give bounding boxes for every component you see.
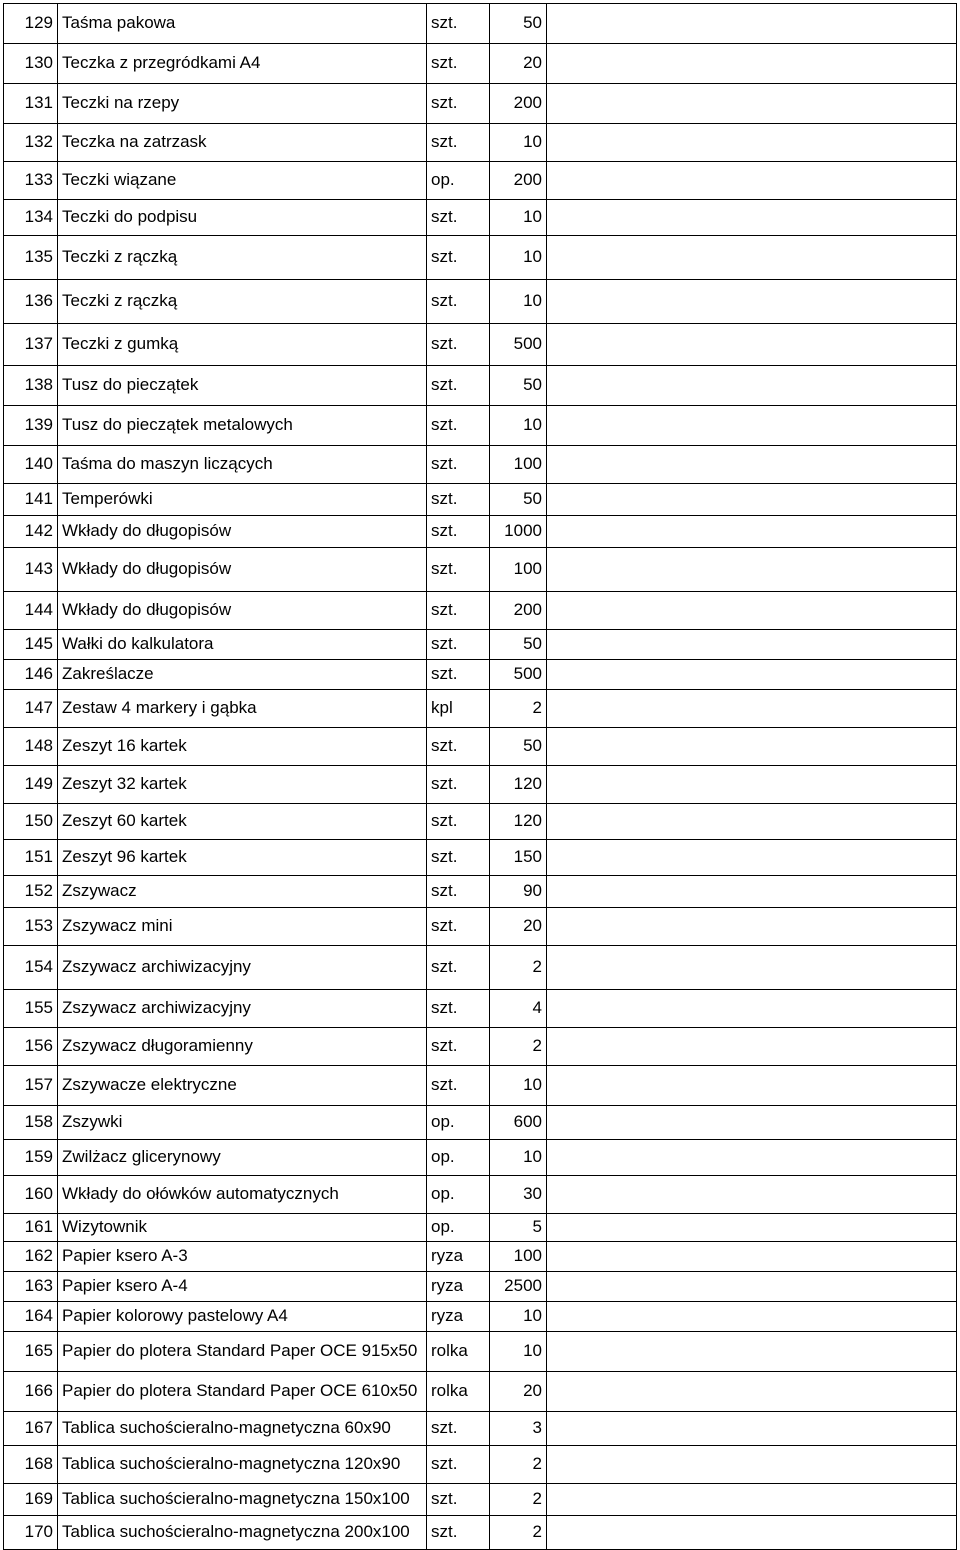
item-quantity: 10 (490, 1332, 547, 1372)
empty-cell (547, 1176, 957, 1214)
item-number: 155 (4, 990, 58, 1028)
item-name: Papier do plotera Standard Paper OCE 915x50 (58, 1332, 427, 1372)
empty-cell (547, 1332, 957, 1372)
item-quantity: 2 (490, 946, 547, 990)
item-name: Tusz do pieczątek metalowych (58, 406, 427, 446)
empty-cell (547, 840, 957, 876)
item-unit: szt. (427, 484, 490, 516)
item-name: Wkłady do ołówków automatycznych (58, 1176, 427, 1214)
item-name: Zeszyt 32 kartek (58, 766, 427, 804)
item-number: 144 (4, 592, 58, 630)
table-row (4, 1214, 957, 1242)
item-name: Teczki z gumką (58, 324, 427, 366)
item-name: Tablica suchościeralno-magnetyczna 150x100 (58, 1484, 427, 1516)
item-quantity: 2 (490, 1028, 547, 1066)
table-row (4, 1446, 957, 1484)
item-unit: szt. (427, 406, 490, 446)
empty-cell (547, 1028, 957, 1066)
item-quantity: 50 (490, 728, 547, 766)
item-unit: szt. (427, 84, 490, 124)
item-name: Temperówki (58, 484, 427, 516)
table-row (4, 124, 957, 162)
item-unit: szt. (427, 990, 490, 1028)
item-number: 145 (4, 630, 58, 660)
item-name: Wkłady do długopisów (58, 592, 427, 630)
item-unit: szt. (427, 1028, 490, 1066)
empty-cell (547, 592, 957, 630)
item-unit: op. (427, 1214, 490, 1242)
item-unit: szt. (427, 236, 490, 280)
empty-cell (547, 1484, 957, 1516)
table-row (4, 162, 957, 200)
table-row (4, 280, 957, 324)
item-quantity: 100 (490, 446, 547, 484)
empty-cell (547, 200, 957, 236)
table-row (4, 1272, 957, 1302)
item-unit: op. (427, 1106, 490, 1140)
item-unit: szt. (427, 660, 490, 690)
table-row (4, 690, 957, 728)
item-number: 131 (4, 84, 58, 124)
empty-cell (547, 908, 957, 946)
item-number: 164 (4, 1302, 58, 1332)
table-row (4, 660, 957, 690)
table-row (4, 1412, 957, 1446)
item-name: Zszywacz długoramienny (58, 1028, 427, 1066)
table-row (4, 446, 957, 484)
empty-cell (547, 690, 957, 728)
table-row (4, 990, 957, 1028)
item-number: 136 (4, 280, 58, 324)
item-unit: szt. (427, 1516, 490, 1550)
item-name: Wałki do kalkulatora (58, 630, 427, 660)
empty-cell (547, 366, 957, 406)
empty-cell (547, 1516, 957, 1550)
item-unit: szt. (427, 946, 490, 990)
table-row (4, 1516, 957, 1550)
table-row (4, 1242, 957, 1272)
item-unit: szt. (427, 280, 490, 324)
item-unit: szt. (427, 44, 490, 84)
item-unit: szt. (427, 516, 490, 548)
item-number: 159 (4, 1140, 58, 1176)
empty-cell (547, 1446, 957, 1484)
empty-cell (547, 766, 957, 804)
table-row (4, 1106, 957, 1140)
item-quantity: 20 (490, 44, 547, 84)
item-unit: szt. (427, 630, 490, 660)
item-name: Zszywki (58, 1106, 427, 1140)
item-quantity: 2 (490, 1516, 547, 1550)
item-number: 167 (4, 1412, 58, 1446)
empty-cell (547, 1106, 957, 1140)
item-number: 135 (4, 236, 58, 280)
empty-cell (547, 876, 957, 908)
item-number: 163 (4, 1272, 58, 1302)
item-number: 157 (4, 1066, 58, 1106)
item-quantity: 50 (490, 630, 547, 660)
item-quantity: 100 (490, 548, 547, 592)
item-number: 132 (4, 124, 58, 162)
table-row (4, 630, 957, 660)
item-name: Teczki z rączką (58, 236, 427, 280)
item-unit: szt. (427, 876, 490, 908)
item-quantity: 10 (490, 236, 547, 280)
item-number: 134 (4, 200, 58, 236)
item-number: 146 (4, 660, 58, 690)
item-name: Tablica suchościeralno-magnetyczna 200x100 (58, 1516, 427, 1550)
item-name: Tablica suchościeralno-magnetyczna 60x90 (58, 1412, 427, 1446)
empty-cell (547, 804, 957, 840)
item-quantity: 500 (490, 660, 547, 690)
table-row (4, 1484, 957, 1516)
item-number: 133 (4, 162, 58, 200)
table-row (4, 804, 957, 840)
item-number: 169 (4, 1484, 58, 1516)
item-number: 143 (4, 548, 58, 592)
item-number: 161 (4, 1214, 58, 1242)
empty-cell (547, 990, 957, 1028)
item-name: Zestaw 4 markery i gąbka (58, 690, 427, 728)
empty-cell (547, 1242, 957, 1272)
empty-cell (547, 516, 957, 548)
empty-cell (547, 630, 957, 660)
item-name: Teczka z przegródkami A4 (58, 44, 427, 84)
item-quantity: 5 (490, 1214, 547, 1242)
item-name: Zeszyt 96 kartek (58, 840, 427, 876)
item-quantity: 200 (490, 162, 547, 200)
items-table-body (4, 4, 957, 1550)
item-quantity: 2 (490, 1446, 547, 1484)
item-number: 148 (4, 728, 58, 766)
empty-cell (547, 728, 957, 766)
item-number: 138 (4, 366, 58, 406)
item-unit: rolka (427, 1332, 490, 1372)
item-number: 165 (4, 1332, 58, 1372)
item-quantity: 50 (490, 4, 547, 44)
item-quantity: 2 (490, 1484, 547, 1516)
table-row (4, 516, 957, 548)
item-name: Zszywacz mini (58, 908, 427, 946)
item-number: 130 (4, 44, 58, 84)
item-name: Wkłady do długopisów (58, 548, 427, 592)
item-unit: szt. (427, 4, 490, 44)
item-quantity: 90 (490, 876, 547, 908)
item-quantity: 100 (490, 1242, 547, 1272)
item-number: 162 (4, 1242, 58, 1272)
item-unit: szt. (427, 200, 490, 236)
empty-cell (547, 1412, 957, 1446)
item-unit: szt. (427, 804, 490, 840)
item-number: 168 (4, 1446, 58, 1484)
item-name: Taśma pakowa (58, 4, 427, 44)
empty-cell (547, 660, 957, 690)
item-name: Zszywacz archiwizacyjny (58, 946, 427, 990)
table-row (4, 946, 957, 990)
item-unit: kpl (427, 690, 490, 728)
item-unit: szt. (427, 592, 490, 630)
item-number: 170 (4, 1516, 58, 1550)
item-name: Taśma do maszyn liczących (58, 446, 427, 484)
item-quantity: 20 (490, 1372, 547, 1412)
item-quantity: 200 (490, 592, 547, 630)
item-quantity: 50 (490, 484, 547, 516)
item-name: Teczka na zatrzask (58, 124, 427, 162)
item-name: Zeszyt 16 kartek (58, 728, 427, 766)
item-quantity: 600 (490, 1106, 547, 1140)
item-number: 137 (4, 324, 58, 366)
table-row (4, 1066, 957, 1106)
empty-cell (547, 484, 957, 516)
item-number: 160 (4, 1176, 58, 1214)
item-quantity: 120 (490, 804, 547, 840)
table-row (4, 44, 957, 84)
item-name: Zszywacze elektryczne (58, 1066, 427, 1106)
table-row (4, 366, 957, 406)
item-quantity: 500 (490, 324, 547, 366)
item-unit: ryza (427, 1302, 490, 1332)
item-quantity: 4 (490, 990, 547, 1028)
item-number: 150 (4, 804, 58, 840)
item-number: 149 (4, 766, 58, 804)
item-name: Teczki z rączką (58, 280, 427, 324)
item-quantity: 20 (490, 908, 547, 946)
table-row (4, 840, 957, 876)
empty-cell (547, 4, 957, 44)
empty-cell (547, 406, 957, 446)
item-unit: op. (427, 1140, 490, 1176)
item-quantity: 3 (490, 1412, 547, 1446)
table-row (4, 1302, 957, 1332)
empty-cell (547, 324, 957, 366)
item-unit: szt. (427, 766, 490, 804)
item-unit: szt. (427, 1412, 490, 1446)
item-unit: szt. (427, 840, 490, 876)
table-row (4, 1028, 957, 1066)
empty-cell (547, 1214, 957, 1242)
item-quantity: 150 (490, 840, 547, 876)
item-quantity: 2500 (490, 1272, 547, 1302)
item-name: Tablica suchościeralno-magnetyczna 120x90 (58, 1446, 427, 1484)
item-name: Teczki na rzepy (58, 84, 427, 124)
item-unit: rolka (427, 1372, 490, 1412)
item-unit: szt. (427, 1484, 490, 1516)
item-number: 158 (4, 1106, 58, 1140)
table-row (4, 1372, 957, 1412)
table-row (4, 406, 957, 446)
table-row (4, 1140, 957, 1176)
table-row (4, 4, 957, 44)
item-quantity: 30 (490, 1176, 547, 1214)
table-row (4, 548, 957, 592)
item-name: Wkłady do długopisów (58, 516, 427, 548)
item-quantity: 10 (490, 406, 547, 446)
item-unit: op. (427, 1176, 490, 1214)
item-name: Tusz do pieczątek (58, 366, 427, 406)
item-quantity: 120 (490, 766, 547, 804)
table-row (4, 200, 957, 236)
item-number: 152 (4, 876, 58, 908)
empty-cell (547, 446, 957, 484)
item-number: 166 (4, 1372, 58, 1412)
table-row (4, 592, 957, 630)
item-number: 142 (4, 516, 58, 548)
item-unit: szt. (427, 124, 490, 162)
item-quantity: 10 (490, 1140, 547, 1176)
item-number: 147 (4, 690, 58, 728)
table-row (4, 876, 957, 908)
empty-cell (547, 280, 957, 324)
item-quantity: 1000 (490, 516, 547, 548)
item-number: 156 (4, 1028, 58, 1066)
item-number: 151 (4, 840, 58, 876)
item-name: Zeszyt 60 kartek (58, 804, 427, 840)
item-name: Zszywacz (58, 876, 427, 908)
item-quantity: 10 (490, 1066, 547, 1106)
item-number: 154 (4, 946, 58, 990)
item-unit: szt. (427, 908, 490, 946)
item-number: 140 (4, 446, 58, 484)
table-row (4, 324, 957, 366)
item-quantity: 2 (490, 690, 547, 728)
item-quantity: 10 (490, 1302, 547, 1332)
table-row (4, 84, 957, 124)
item-name: Teczki do podpisu (58, 200, 427, 236)
empty-cell (547, 1302, 957, 1332)
item-number: 141 (4, 484, 58, 516)
item-unit: op. (427, 162, 490, 200)
item-name: Papier do plotera Standard Paper OCE 610x50 (58, 1372, 427, 1412)
item-quantity: 10 (490, 200, 547, 236)
item-unit: szt. (427, 728, 490, 766)
empty-cell (547, 1066, 957, 1106)
item-name: Zszywacz archiwizacyjny (58, 990, 427, 1028)
items-table (3, 3, 957, 1550)
empty-cell (547, 1140, 957, 1176)
empty-cell (547, 124, 957, 162)
item-unit: szt. (427, 1066, 490, 1106)
table-row (4, 484, 957, 516)
item-number: 153 (4, 908, 58, 946)
item-unit: szt. (427, 324, 490, 366)
empty-cell (547, 44, 957, 84)
item-name: Zakreślacze (58, 660, 427, 690)
empty-cell (547, 84, 957, 124)
item-unit: szt. (427, 548, 490, 592)
item-quantity: 200 (490, 84, 547, 124)
item-name: Papier kolorowy pastelowy A4 (58, 1302, 427, 1332)
item-name: Wizytownik (58, 1214, 427, 1242)
item-quantity: 10 (490, 124, 547, 162)
item-number: 139 (4, 406, 58, 446)
item-unit: szt. (427, 1446, 490, 1484)
table-row (4, 908, 957, 946)
item-unit: szt. (427, 446, 490, 484)
item-unit: ryza (427, 1242, 490, 1272)
item-quantity: 10 (490, 280, 547, 324)
table-row (4, 1332, 957, 1372)
item-unit: szt. (427, 366, 490, 406)
table-row (4, 236, 957, 280)
empty-cell (547, 1272, 957, 1302)
item-number: 129 (4, 4, 58, 44)
table-row (4, 1176, 957, 1214)
empty-cell (547, 1372, 957, 1412)
empty-cell (547, 548, 957, 592)
item-quantity: 50 (490, 366, 547, 406)
item-name: Teczki wiązane (58, 162, 427, 200)
item-name: Papier ksero A-3 (58, 1242, 427, 1272)
item-name: Zwilżacz glicerynowy (58, 1140, 427, 1176)
empty-cell (547, 162, 957, 200)
empty-cell (547, 946, 957, 990)
table-row (4, 766, 957, 804)
item-unit: ryza (427, 1272, 490, 1302)
empty-cell (547, 236, 957, 280)
table-row (4, 728, 957, 766)
item-name: Papier ksero A-4 (58, 1272, 427, 1302)
